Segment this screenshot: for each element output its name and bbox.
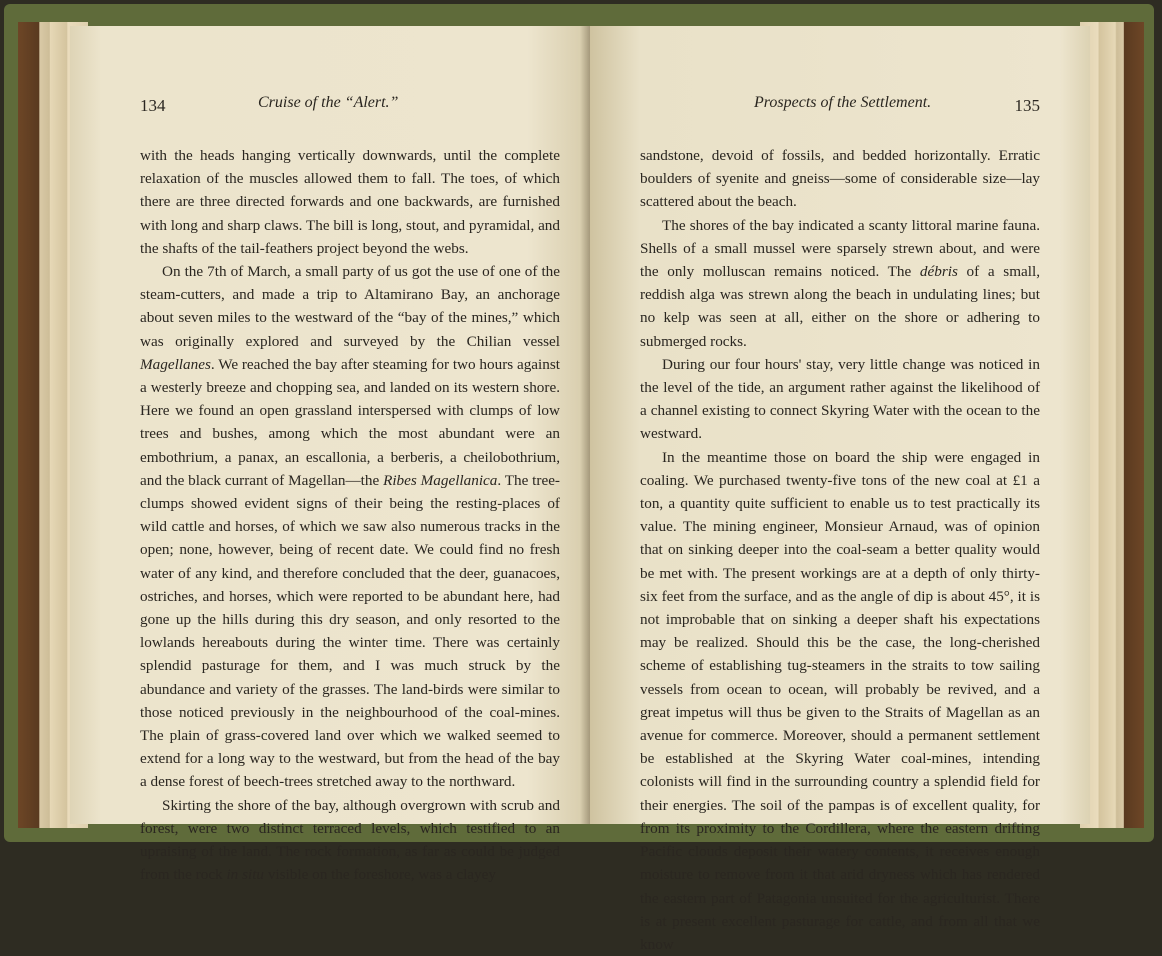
left-page <box>70 26 590 884</box>
left-paragraph-2: On the 7th of March, a small party of us got the use of one of the steam-cutters, and made a trip to Altamirano Bay, an anchorage about seven miles to the westward of the “bay of the mines,” which was originally explored and surveyed by the Chilian vessel Magellanes. We reached the bay after steaming for two hours against a westerly breeze and chopping sea, and landed on its western shore. Here we found an open grassland interspersed with clumps of low trees and bushes, among which the most abundant were an embothrium, a panax, an escallonia, a berberis, a cheilobothrium, and the black currant of Magellan—the Ribes Magellanica. The tree-clumps showed evident signs of their being the resting-places of wild cattle and horses, of which we saw also numerous tracks in the open; none, however, being of recent date. We could find no fresh water of any kind, and therefore concluded that the deer, guanacoes, ostriches, and horses, which were reported to be abundant here, had gone up the hills during this dry season, and only resorted to the lowlands hereabouts during the winter time. There was certainly splendid pasturage for them, and I was much struck by the abundance and variety of the grasses. The land-birds were similar to those noticed previously in the neighbourhood of the coal-mines. The plain of grass-covered land over which we walked seemed to extend for a long way to the westward, but from the head of the bay a dense forest of beech-trees stretched away to the northward. <box>140 263 560 791</box>
left-paragraph-3: Skirting the shore of the bay, although overgrown with scrub and forest, were two distinct terraced levels, which testified to an upraising of the land. The rock formation, as far as could be judged from the rock in situ visible on the foreshore, was a clayey <box>140 796 560 884</box>
right-paragraph-3: During our four hours' stay, very little change was noticed in the level of the tide, an argument rather against the likelihood of a channel existing to connect Skyring Water with the ocean to the westward. <box>640 355 1040 443</box>
right-page-number: 135 <box>1014 96 1040 115</box>
right-page-body <box>640 144 1040 956</box>
right-paragraph-2: The shores of the bay indicated a scanty littoral marine fauna. Shells of a small mussel were sparsely strewn about, and were the only molluscan remains noticed. The débris of a small, reddish alga was strewn along the beach in undulating lines; but no kelp was seen at all, either on the shore or adhering to submerged rocks. <box>640 216 1040 350</box>
left-page-number: 134 <box>140 96 166 115</box>
left-page-body <box>140 144 560 887</box>
left-paragraph-1: with the heads hanging vertically downwards, until the complete relaxation of the muscles allowed them to fall. The toes, of which there are three directed forwards and one backwards, are furnished with long and sharp claws. The bill is long, stout, and pyramidal, and the shafts of the tail-feathers project beyond the webs. <box>140 147 560 257</box>
right-paragraph-4: In the meantime those on board the ship were engaged in coaling. We purchased twenty-five tons of the new coal at £1 a ton, a quantity quite sufficient to enable us to test practically its value. The mining engineer, Monsieur Arnaud, was of opinion that on sinking deeper into the coal-seam a better quality would be met with. The present workings are at a depth of only thirty-six feet from the surface, and as the angle of dip is about 45°, it is not improbable that on sinking a deeper shaft his expectations may be realized. Should this be the case, the long-cherished scheme of establishing tug-steamers in the straits to tow sailing vessels from ocean to ocean, will probably be revived, and a great impetus will thus be given to the Straits of Magellan as an avenue for commerce. Moreover, should a permanent settlement be established at the Skyring Water coal-mines, intending colonists will find in the surrounding country a splendid field for their energies. The soil of the pampas is of excellent quality, for from its proximity to the Cordillera, where the eastern drifting Pacific clouds deposit their watery contents, it receives enough moisture to remove from it that arid dryness which has rendered the eastern part of Patagonia unsuited for the agriculturist. There is at present excellent pasturage for cattle, and from all that we know <box>640 448 1040 953</box>
right-paragraph-1: sandstone, devoid of fossils, and bedded horizontally. Erratic boulders of syenite and gneiss—some of considerable size—lay scattered about the beach. <box>640 147 1040 211</box>
left-running-title: Cruise of the “Alert.” <box>258 94 399 111</box>
right-running-title: Prospects of the Settlement. <box>754 94 932 111</box>
right-page <box>590 26 1090 953</box>
